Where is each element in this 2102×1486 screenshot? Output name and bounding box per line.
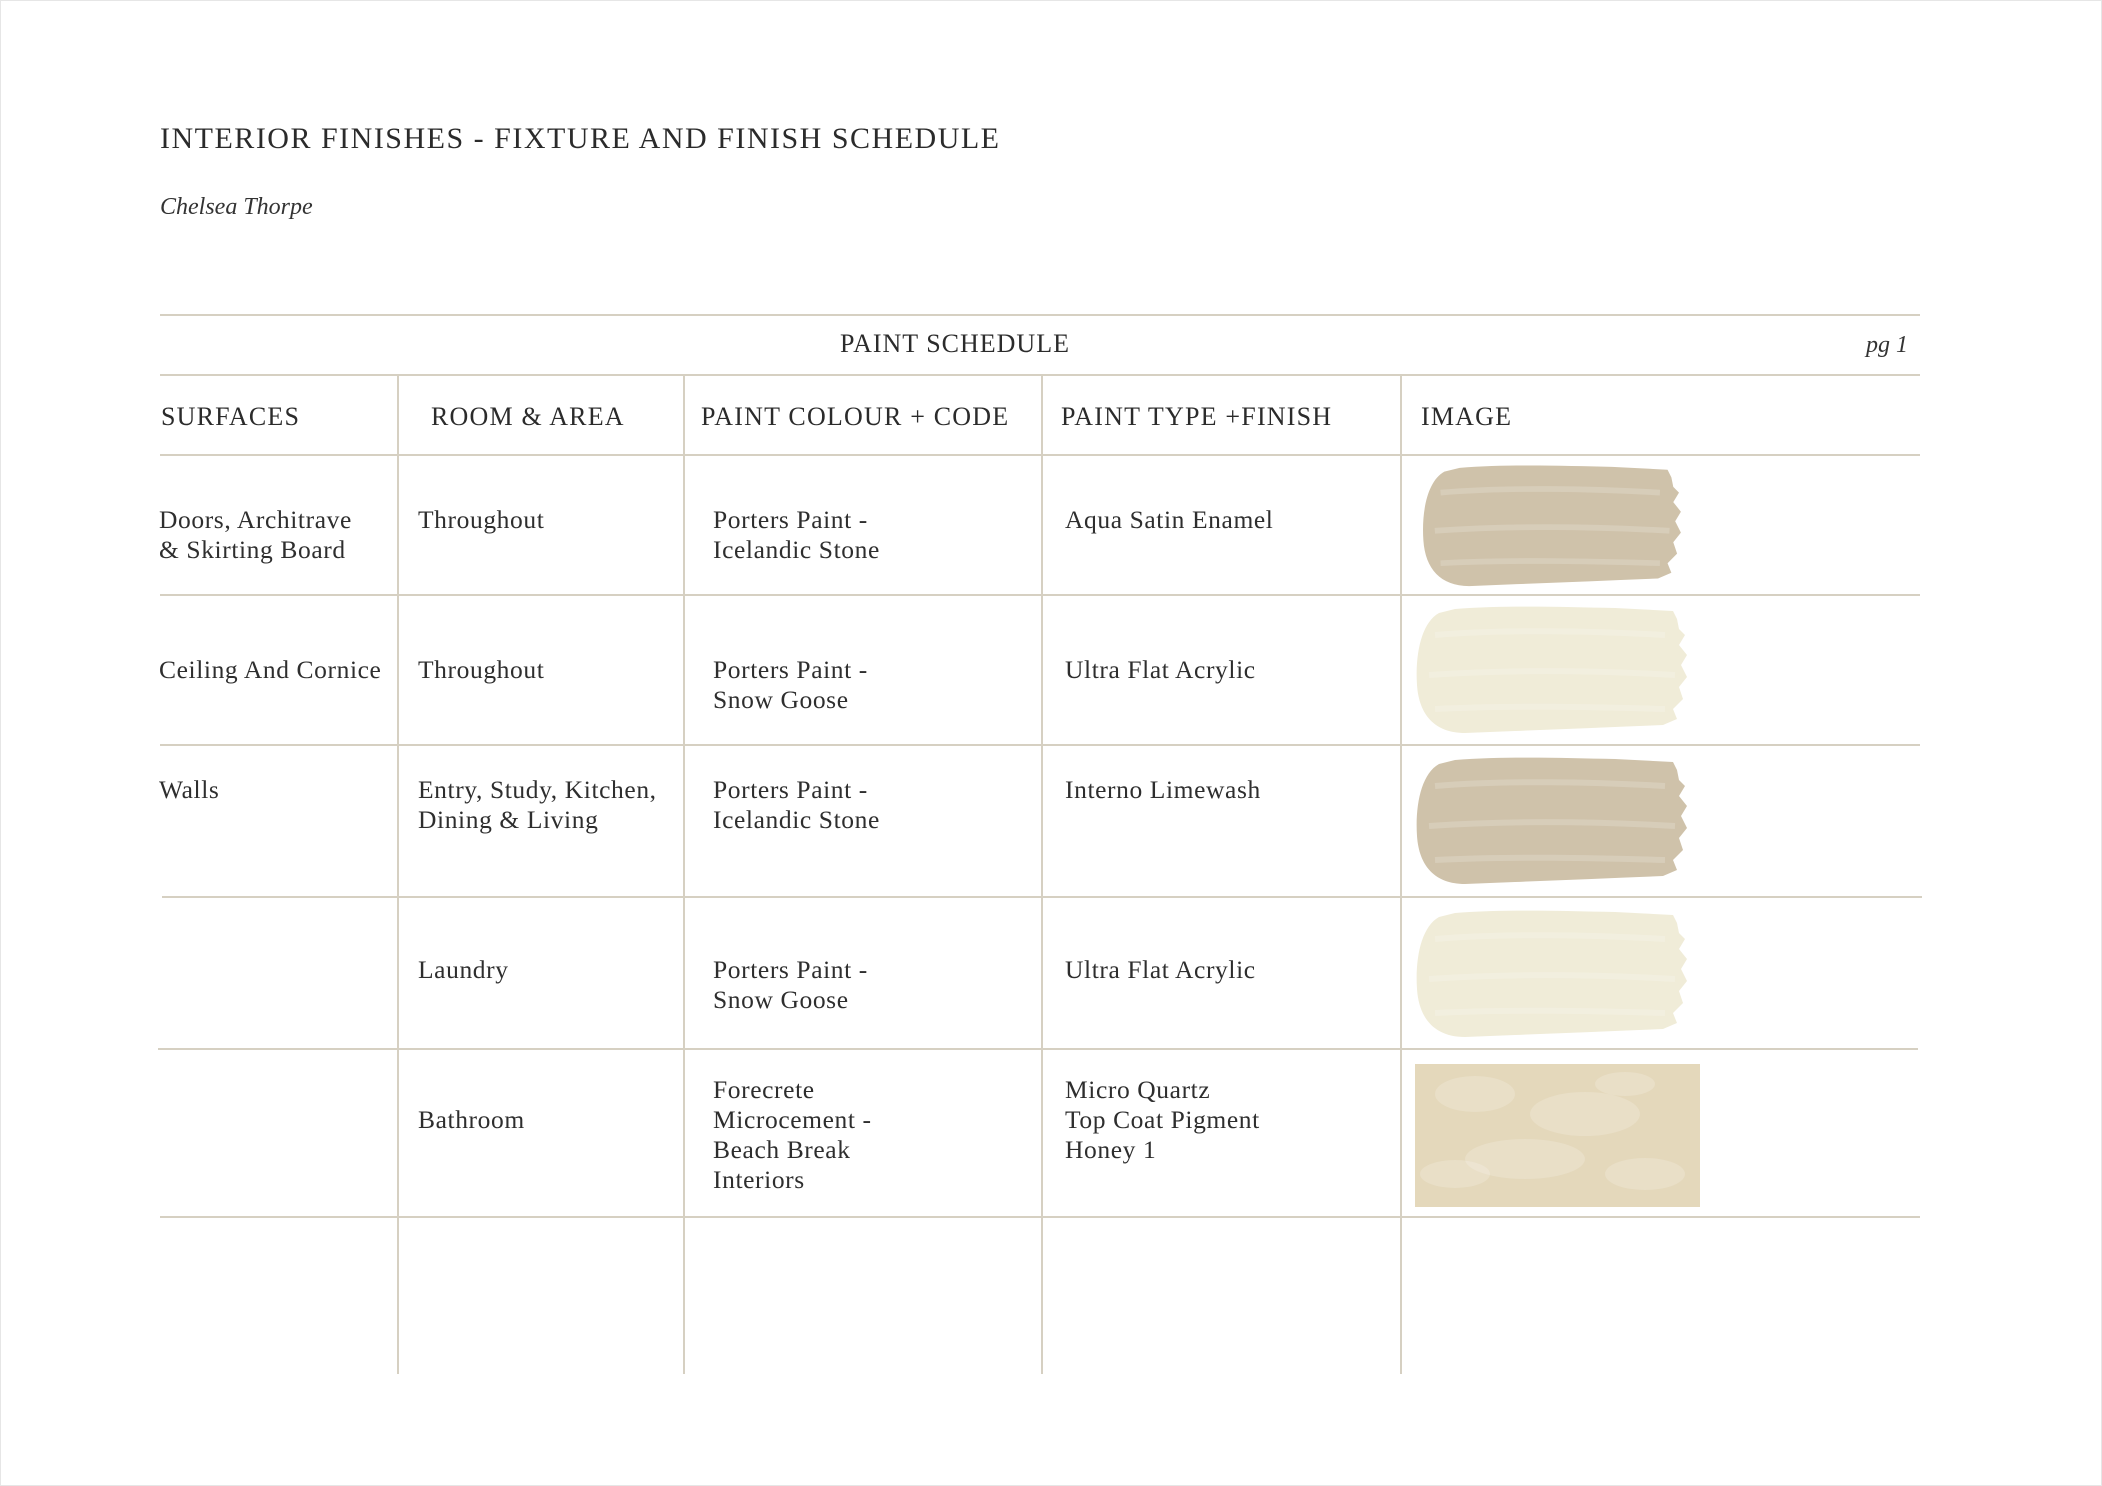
paint-type-cell <box>1065 1075 1260 1165</box>
paint-colour-cell <box>713 775 880 835</box>
paint-swatch-image <box>1415 756 1695 886</box>
paint-swatch-image <box>1415 908 1695 1040</box>
paint-type-text: Aqua Satin Enamel <box>1065 505 1274 534</box>
paint-type-text: Micro Quartz <box>1065 1075 1211 1104</box>
room-cell <box>418 505 544 535</box>
schedule-title: PAINT SCHEDULE <box>840 329 1070 358</box>
paint-type-cell <box>1065 505 1274 535</box>
column-header-surfaces: SURFACES <box>161 402 301 431</box>
paint-type-text: Interno Limewash <box>1065 775 1261 804</box>
column-header-image: IMAGE <box>1421 402 1513 431</box>
paint-colour-text: Porters Paint - <box>713 655 868 684</box>
table-divider-col-2 <box>683 374 685 1374</box>
table-rule-header <box>160 454 1920 456</box>
room-cell <box>418 955 509 985</box>
table-rule-row-4 <box>158 1048 1918 1050</box>
paint-type-cell <box>1065 775 1261 805</box>
paint-type-cell <box>1065 655 1256 685</box>
paint-type-text: Honey 1 <box>1065 1135 1157 1164</box>
room-cell <box>418 775 657 835</box>
paint-colour-text: Interiors <box>713 1165 805 1194</box>
surface-text: Doors, Architrave <box>159 505 352 534</box>
page-number: pg 1 <box>1866 332 1908 358</box>
room-text: Throughout <box>418 505 545 534</box>
paint-swatch-image <box>1415 464 1695 588</box>
document-author: Chelsea Thorpe <box>160 194 313 220</box>
paint-type-text: Ultra Flat Acrylic <box>1065 655 1256 684</box>
table-rule-row-2 <box>160 744 1920 746</box>
column-header-paint-colour: PAINT COLOUR + CODE <box>701 402 1010 431</box>
room-text: Bathroom <box>418 1105 525 1134</box>
paint-colour-cell <box>713 955 868 1015</box>
column-header-paint-type: PAINT TYPE +FINISH <box>1061 402 1333 431</box>
paint-type-text: Top Coat Pigment <box>1065 1105 1260 1134</box>
paint-type-text: Ultra Flat Acrylic <box>1065 955 1256 984</box>
paint-colour-text: Forecrete <box>713 1075 815 1104</box>
paint-colour-text: Porters Paint - <box>713 955 868 984</box>
surface-text: & Skirting Board <box>159 535 346 564</box>
table-rule-top <box>160 314 1920 316</box>
paint-colour-cell <box>713 655 868 715</box>
paint-colour-text: Porters Paint - <box>713 775 868 804</box>
table-rule-title <box>160 374 1920 376</box>
paint-colour-text: Icelandic Stone <box>713 805 880 834</box>
table-rule-row-1 <box>160 594 1920 596</box>
column-header-room-area: ROOM & AREA <box>431 402 625 431</box>
room-text: Throughout <box>418 655 545 684</box>
room-cell <box>418 1105 525 1135</box>
surface-cell <box>159 655 381 685</box>
paint-colour-text: Microcement - <box>713 1105 872 1134</box>
surface-cell <box>159 505 352 565</box>
table-divider-col-4 <box>1400 374 1402 1374</box>
paint-colour-cell <box>713 1075 872 1195</box>
surface-text: Walls <box>159 775 220 804</box>
table-divider-col-1 <box>397 374 399 1374</box>
paint-colour-text: Snow Goose <box>713 685 849 714</box>
surface-cell <box>159 775 219 805</box>
table-rule-row-5 <box>160 1216 1920 1218</box>
paint-colour-text: Beach Break <box>713 1135 851 1164</box>
paint-type-cell <box>1065 955 1256 985</box>
room-text: Entry, Study, Kitchen, <box>418 775 657 804</box>
document-title: INTERIOR FINISHES - FIXTURE AND FINISH SCHEDULE <box>160 122 1001 155</box>
paint-colour-text: Snow Goose <box>713 985 849 1014</box>
paint-colour-cell <box>713 505 880 565</box>
room-text: Laundry <box>418 955 509 984</box>
table-divider-col-3 <box>1041 374 1043 1374</box>
surface-text: Ceiling And Cornice <box>159 655 382 684</box>
paint-colour-text: Icelandic Stone <box>713 535 880 564</box>
room-text: Dining & Living <box>418 805 599 834</box>
paint-swatch-image <box>1415 604 1695 736</box>
room-cell <box>418 655 544 685</box>
microcement-swatch-image <box>1415 1064 1700 1207</box>
paint-colour-text: Porters Paint - <box>713 505 868 534</box>
